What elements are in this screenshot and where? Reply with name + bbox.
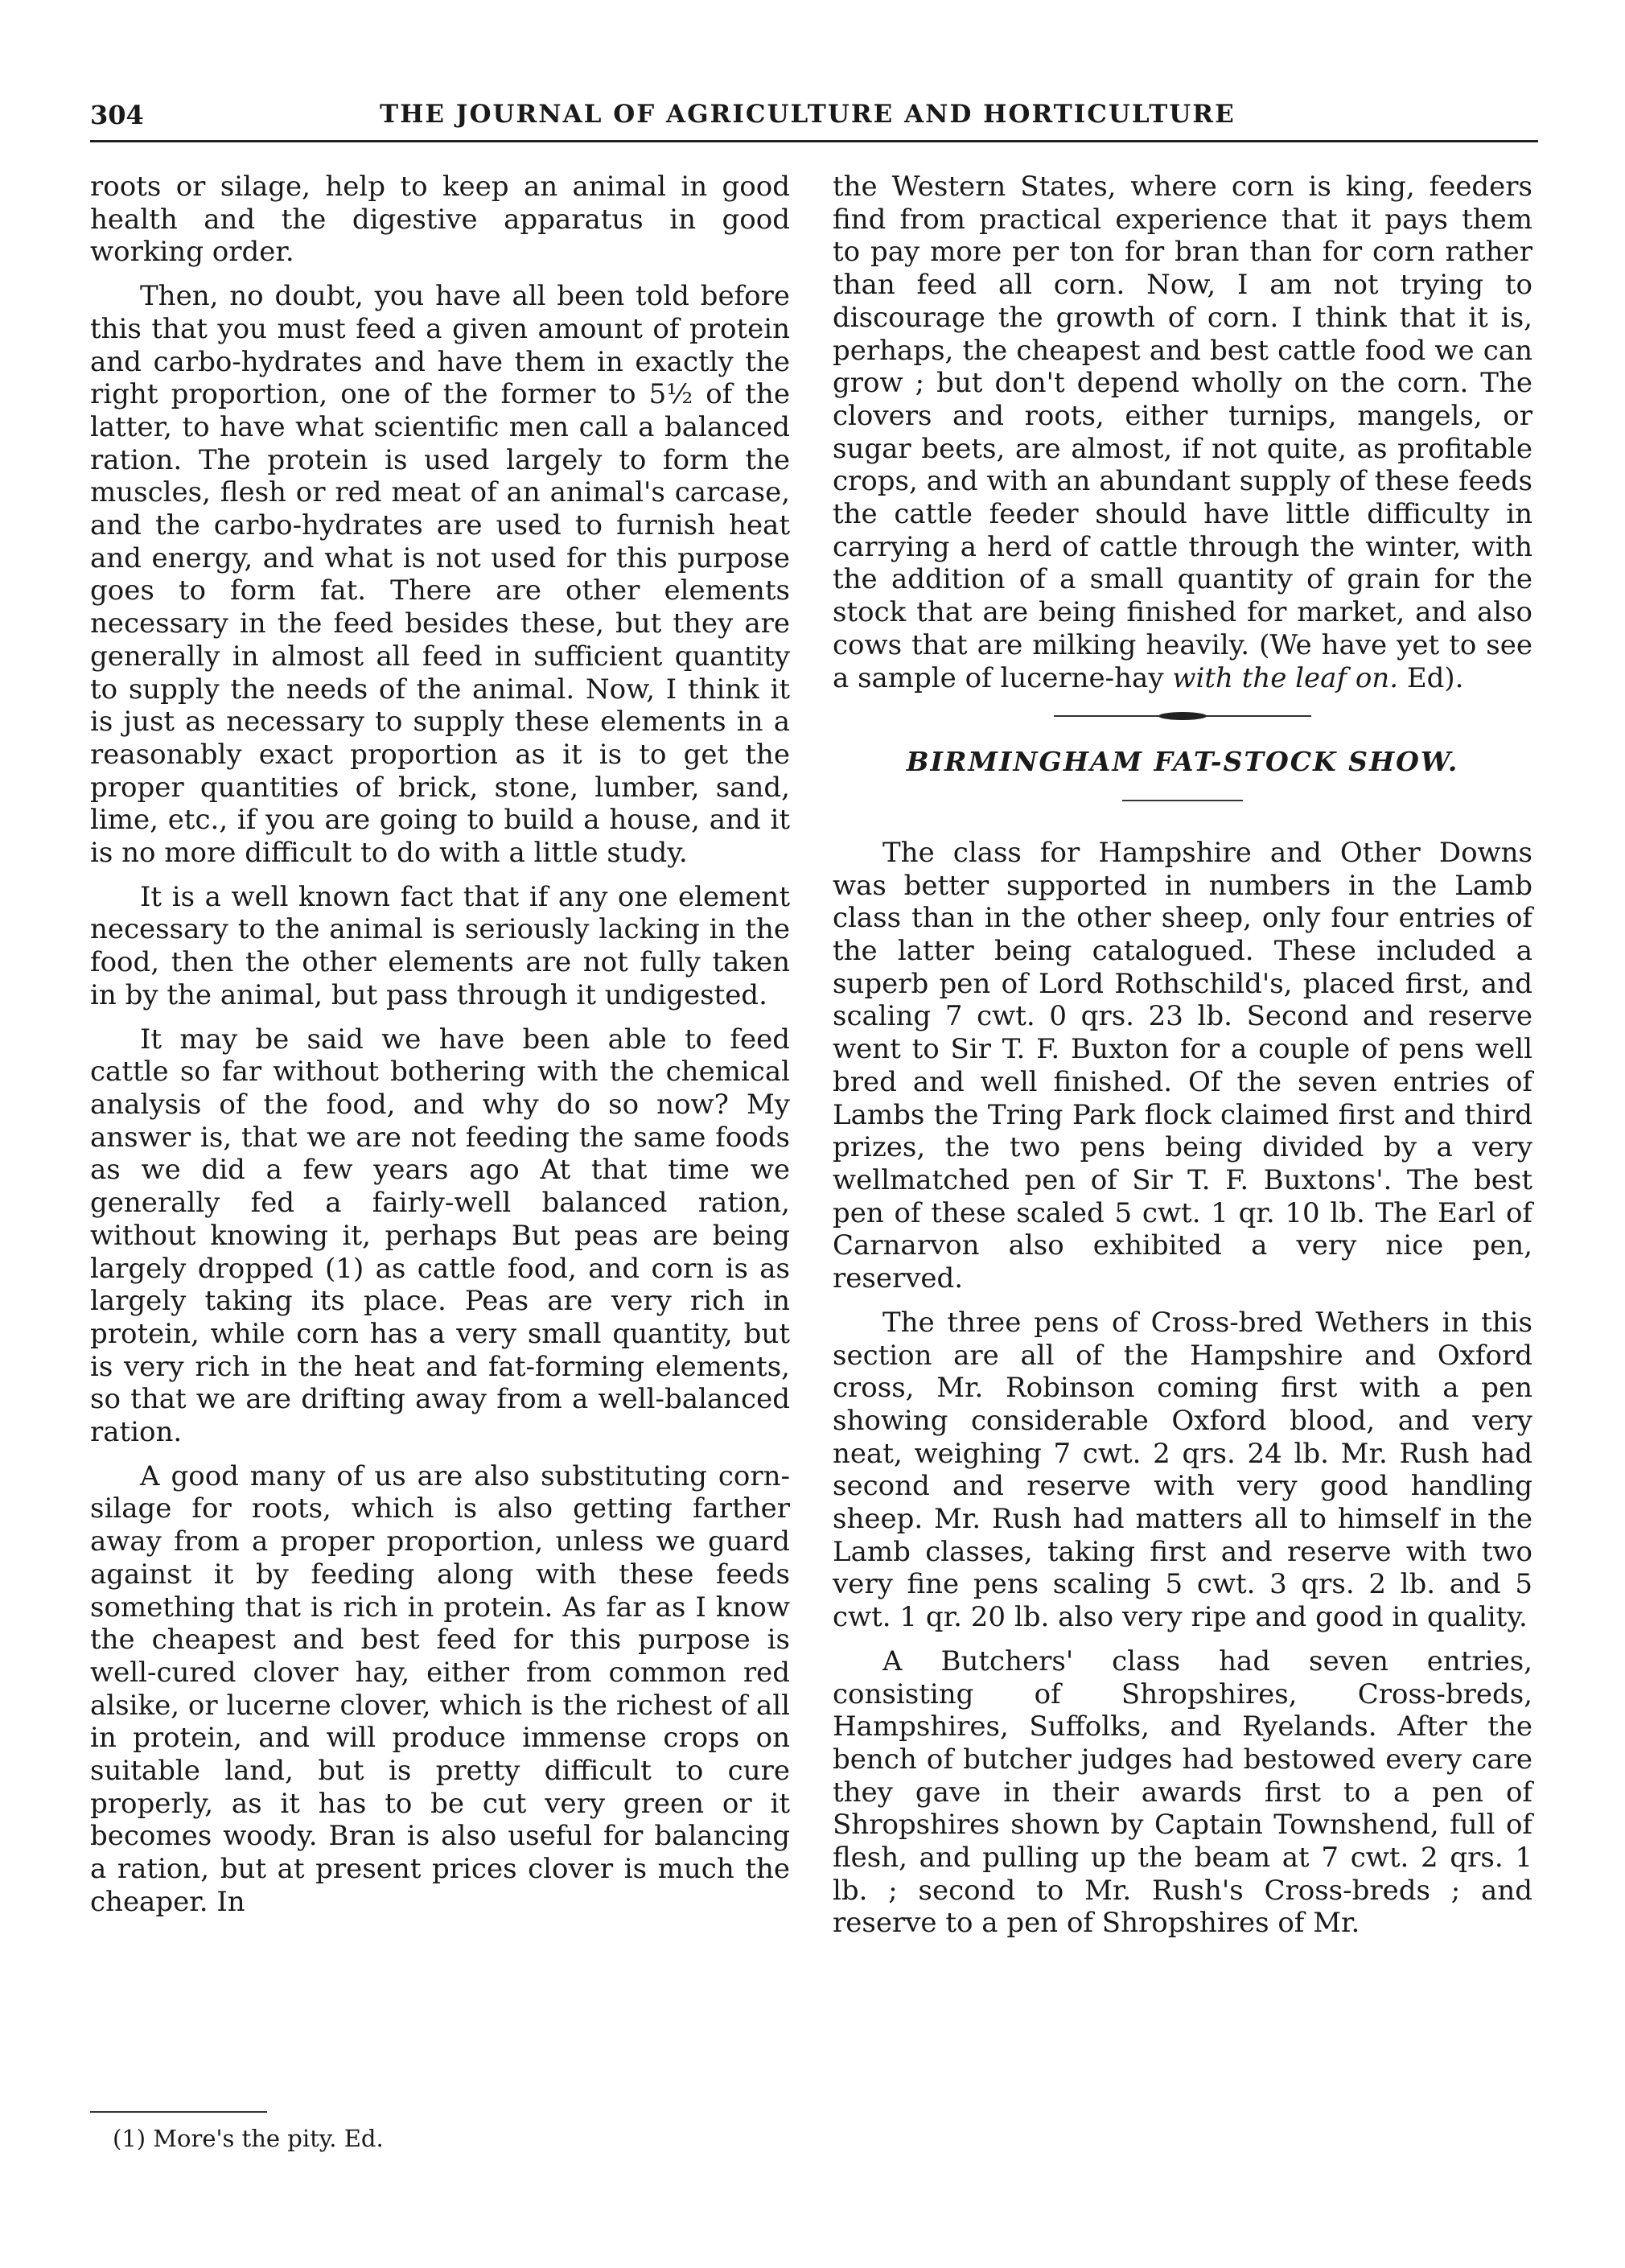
page-number: 304 (90, 100, 144, 130)
page-header (90, 95, 1538, 142)
title-divider (1122, 800, 1243, 801)
paragraph: Then, no doubt, you have all been told before this that you must feed a given amount of protein and carbo-hydrates and have them in exactly the right proportion, one of the former to 5½ of the latter, to have what scientific men call a balanced ration. The protein is used largely to form the muscles, flesh or red meat of an animal's carcase, and the carbo-hydrates are used to furnish heat and energy, and what is not used for this purpose goes to form fat. There are other elements necessary in the feed besides these, but they are generally in almost all feed in sufficient quantity to supply the needs of the animal. Now, I think it is just as necessary to supply these elements in a reasonably exact proportion as it is to get the proper quantities of brick, stone, lumber, sand, lime, etc., if you are going to build a house, and it is no more difficult to do with a little study. (90, 280, 790, 870)
right-column (833, 171, 1532, 1951)
paragraph: The class for Hampshire and Other Downs was better supported in numbers in the Lamb class than in the other sheep, only four entries of the latter being catalogued. These included a superb pen of Lord Rothschild's, placed first, and scaling 7 cwt. 0 qrs. 23 lb. Second and reserve went to Sir T. F. Buxton for a couple of pens well bred and well finished. Of the seven entries of Lambs the Tring Park flock claimed first and third prizes, the two pens being divided by a very wellmatched pen of Sir T. F. Buxtons'. The best pen of these scaled 5 cwt. 1 qr. 10 lb. The Earl of Carnarvon also exhibited a very nice pen, reserved. (833, 836, 1532, 1295)
section-ornament (1054, 715, 1311, 717)
paragraph: roots or silage, help to keep an animal in good health and the digestive apparatus in good working order. (90, 171, 790, 269)
paragraph: It may be said we have been able to feed cattle so far without bothering with the chemical analysis of the food, and why do so now? My answer is, that we are not feeding the same foods as we did a few years ago At that time we generally fed a fairly-well balanced ration, without knowing it, perhaps But peas are being largely dropped (1) as cattle food, and corn is as largely taking its place. Peas are very rich in protein, while corn has a very small quantity, but is very rich in the heat and fat-forming elements, so that we are drifting away from a well-balanced ration. (90, 1023, 790, 1449)
continuation-text: the Western States, where corn is king, feeders find from practical experience that it pays them to pay more per ton for bran than for corn rather than feed all corn. Now, I am not trying to discourage the growth of corn. I think that it is, perhaps, the cheapest and best cattle food we can grow ; but don't depend wholly on the corn. The clovers and roots, either turnips, mangels, or sugar beets, are almost, if not quite, as profitable crops, and with an abundant supply of these feeds the cattle feeder should have little difficulty in carrying a herd of cattle through the winter, with the addition of a small quantity of grain for the stock that are being finished for market, and also cows that are milking heavily. (We have yet to see a sample of lucerne-hay (833, 171, 1532, 694)
paragraph: It is a well known fact that if any one element necessary to the animal is seriously lacking in the food, then the other elements are not fully taken in by the animal, but pass through it undigested. (90, 880, 790, 1011)
section-title: BIRMINGHAM FAT-STOCK SHOW. (906, 746, 1459, 778)
continuation-italic: with the leaf on. (1172, 661, 1399, 694)
paragraph: A Butchers' class had seven entries, consisting of Shropshires, Cross-breds, Hampshires, Suffolks, and Ryelands. After the bench of butcher judges had bestowed every care they gave in their awards first to a pen of Shropshires shown by Captain Townshend, full of flesh, and pulling up the beam at 7 cwt. 2 qrs. 1 lb. ; second to Mr. Rush's Cross-breds ; and reserve to a pen of Shropshires of Mr. (833, 1644, 1532, 1940)
footnote-divider (90, 2111, 267, 2113)
paragraph: The three pens of Cross-bred Wethers in this section are all of the Hampshire and Oxford cross, Mr. Robinson coming first with a pen showing considerable Oxford blood, and very neat, weighing 7 cwt. 2 qrs. 24 lb. Mr. Rush had second and reserve with very good handling sheep. Mr. Rush had matters all to himself in the Lamb classes, taking first and reserve with two very fine pens scaling 5 cwt. 3 qrs. 2 lb. and 5 cwt. 1 qr. 20 lb. also very ripe and good in quality. (833, 1306, 1532, 1634)
continuation-end: Ed). (1398, 661, 1464, 694)
continuation-paragraph (833, 171, 1532, 694)
running-head: THE JOURNAL OF AGRICULTURE AND HORTICULTURE (380, 100, 1236, 129)
paragraph: A good many of us are also substituting corn-silage for roots, which is also getting farther away from a proper proportion, unless we guard against it by feeding along with these feeds something that is rich in protein. As far as I know the cheapest and best feed for this purpose is well-cured clover hay, either from common red alsike, or lucerne clover, which is the richest of all in protein, and will produce immense crops on suitable land, but is pretty difficult to cure properly, as it has to be cut very green or it becomes woody. Bran is also useful for balancing a ration, but at present prices clover is much the cheaper. In (90, 1459, 790, 1918)
footnote: (1) More's the pity. Ed. (113, 2125, 384, 2152)
left-column (90, 171, 790, 1930)
